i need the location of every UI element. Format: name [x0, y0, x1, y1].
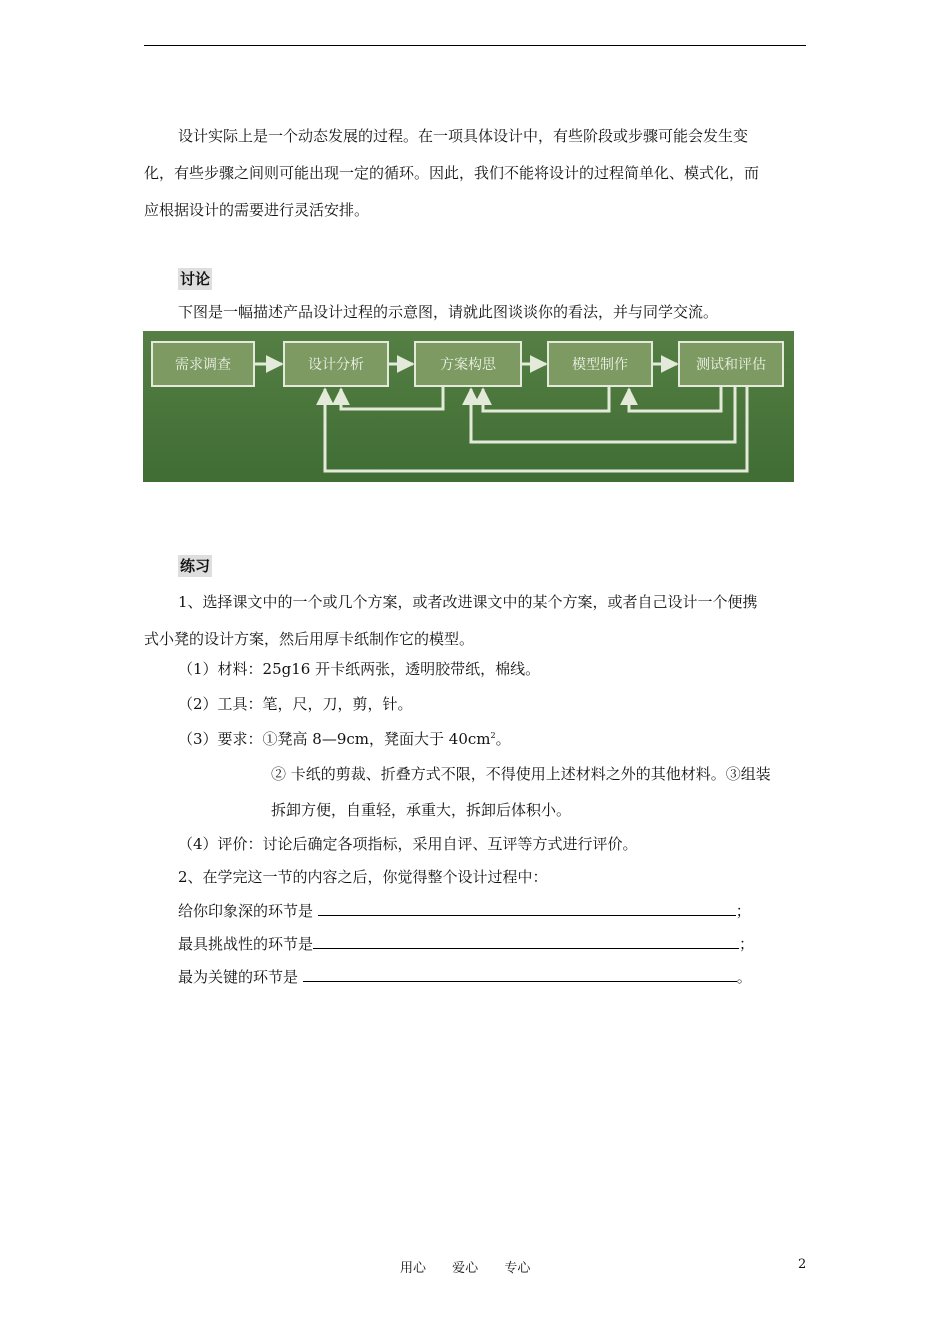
- requirements-line-2: ② 卡纸的剪裁、折叠方式不限，不得使用上述材料之外的其他材料。③组装: [271, 765, 771, 783]
- blank-row-2: [178, 932, 754, 956]
- diagram-label-concept: 方案构思: [440, 357, 496, 373]
- intro-line-1: 设计实际上是一个动态发展的过程。在一项具体设计中，有些阶段或步骤可能会发生变: [178, 127, 749, 145]
- discussion-heading: 讨论: [180, 270, 211, 288]
- question-2: 2、在学完这一节的内容之后，你觉得整个设计过程中：: [178, 868, 548, 886]
- answer-blank-3[interactable]: [303, 967, 737, 982]
- footer-item: 用心: [400, 1261, 427, 1276]
- materials-line: （1）材料：25g16 开卡纸两张，透明胶带纸，棉线。: [178, 660, 541, 678]
- req-prefix: （3）要求：①凳高 8—9cm，凳面大于 40cm: [178, 730, 491, 748]
- q1-line-2: 式小凳的设计方案，然后用厚卡纸制作它的模型。: [144, 630, 475, 648]
- req-superscript: 2: [490, 731, 496, 740]
- req-suffix: 。: [495, 730, 511, 748]
- answer-blank-2[interactable]: [313, 934, 739, 949]
- diagram-box-survey: [152, 342, 254, 386]
- diagram-label-model: 模型制作: [572, 357, 628, 373]
- evaluation-line: （4）评价：讨论后确定各项指标，采用自评、互评等方式进行评价。: [178, 835, 638, 853]
- answer-blank-1[interactable]: [318, 901, 736, 916]
- diagram-label-test: 测试和评估: [696, 357, 766, 373]
- tools-line: （2）工具：笔，尺，刀，剪，针。: [178, 695, 413, 713]
- blank-3-end: 。: [736, 968, 752, 986]
- header-rule: [144, 45, 806, 46]
- intro-line-3: 应根据设计的需要进行灵活安排。: [144, 201, 370, 219]
- intro-paragraph: [144, 118, 808, 229]
- requirements-line-3: 拆卸方便，自重轻，承重大，拆卸后体积小。: [271, 801, 572, 819]
- diagram-box-analysis: [284, 342, 388, 386]
- exercise-heading: 练习: [180, 557, 211, 575]
- footer-motto: [400, 1257, 552, 1276]
- blank-2-label: 最具挑战性的环节是: [178, 935, 314, 953]
- diagram-label-analysis: 设计分析: [308, 357, 364, 373]
- requirements-line-1: [178, 727, 511, 751]
- blank-3-label: 最为关键的环节是: [178, 968, 299, 986]
- design-process-diagram: [143, 331, 794, 482]
- q1-line-1: 1、选择课文中的一个或几个方案，或者改进课文中的某个方案，或者自己设计一个便携: [178, 593, 758, 611]
- blank-2-end: ；: [739, 935, 755, 953]
- exercise-question-1: [144, 584, 808, 658]
- discussion-prompt: 下图是一幅描述产品设计过程的示意图，请就此图谈谈你的看法，并与同学交流。: [178, 303, 719, 321]
- diagram-box-concept: [415, 342, 521, 386]
- blank-1-end: ；: [735, 902, 751, 920]
- page-number: 2: [798, 1257, 807, 1272]
- footer-item: 专心: [504, 1261, 531, 1276]
- blank-1-label: 给你印象深的环节是: [178, 902, 314, 920]
- blank-row-1: [178, 899, 751, 923]
- footer-item: 爱心: [452, 1261, 479, 1276]
- diagram-label-survey: 需求调查: [175, 357, 231, 373]
- diagram-box-test: [679, 342, 783, 386]
- diagram-box-model: [548, 342, 652, 386]
- intro-line-2: 化，有些步骤之间则可能出现一定的循环。因此，我们不能将设计的过程简单化、模式化，而: [144, 164, 760, 182]
- blank-row-3: [178, 965, 752, 989]
